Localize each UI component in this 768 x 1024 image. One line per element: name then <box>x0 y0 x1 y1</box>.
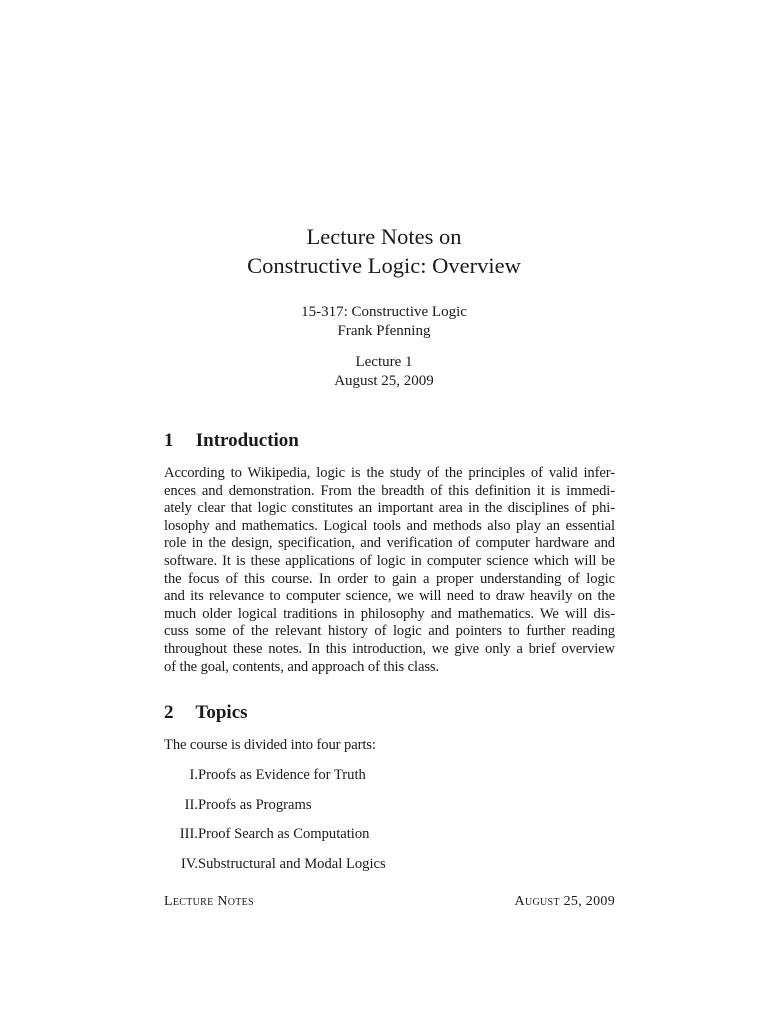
paragraph-line: the focus of this course. In order to gain a proper understanding of logic <box>164 570 615 587</box>
section-title: Topics <box>195 702 248 723</box>
paragraph-line: software. It is these applications of logic in computer science which will be <box>164 552 615 569</box>
list-item-text: Proofs as Evidence for Truth <box>198 767 366 783</box>
footer-date: August 25, 2009 <box>514 894 615 909</box>
list-item <box>164 796 615 826</box>
title-line-2: Constructive Logic: Overview <box>247 253 521 278</box>
paragraph-line: According to Wikipedia, logic is the study of the principles of valid infer- <box>164 465 615 481</box>
list-item-numeral: II. <box>184 796 198 813</box>
author-name: Frank Pfenning <box>337 323 431 339</box>
list-item <box>164 855 615 885</box>
list-item-text: Substructural and Modal Logics <box>198 855 386 872</box>
paragraph-line: ately clear that logic constitutes an important area in the disciplines of phi- <box>164 500 615 517</box>
document-title <box>0 222 768 280</box>
section-number: 2 <box>164 702 174 723</box>
course-info <box>0 303 768 341</box>
list-item-text: Proofs as Programs <box>198 796 312 813</box>
paragraph-line: The course is divided into four parts: <box>164 737 376 753</box>
paragraph-line: ences and demonstration. From the breadth of this definition it is immedi- <box>164 482 615 499</box>
paragraph-line: and its relevance to computer science, we will need to draw heavily on the <box>164 588 615 605</box>
list-item-numeral: I. <box>189 767 198 783</box>
list-item-numeral: III. <box>179 826 198 842</box>
paragraph-line: role in the design, specification, and verification of computer hardware and <box>164 535 615 552</box>
section-title: Introduction <box>195 430 299 451</box>
section-heading-topics <box>164 701 248 725</box>
paragraph-line: losophy and mathematics. Logical tools and methods also play an essential <box>164 517 615 534</box>
topics-intro <box>164 737 615 755</box>
section-number: 1 <box>164 430 174 451</box>
paragraph-line: cuss some of the relevant history of logic and pointers to further reading <box>164 623 615 640</box>
paragraph-line: throughout these notes. In this introduction, we give only a brief overview <box>164 640 615 657</box>
introduction-paragraph <box>164 465 615 676</box>
topic-list <box>164 766 615 884</box>
lecture-info <box>0 353 768 391</box>
course-name: 15-317: Constructive Logic <box>301 304 467 320</box>
paragraph-line: much older logical traditions in philosophy and mathematics. We will dis- <box>164 605 615 622</box>
list-item-numeral: IV. <box>180 855 198 872</box>
section-heading-introduction <box>164 429 299 453</box>
list-item-text: Proof Search as Computation <box>198 826 370 842</box>
lecture-label: Lecture 1 <box>355 354 413 370</box>
list-item <box>164 825 615 855</box>
footer-left-label: Lecture Notes <box>164 894 254 909</box>
paragraph-line: of the goal, contents, and approach of this class. <box>164 658 440 675</box>
lecture-date: August 25, 2009 <box>334 373 434 389</box>
title-line-1: Lecture Notes on <box>306 224 462 249</box>
list-item <box>164 766 615 796</box>
